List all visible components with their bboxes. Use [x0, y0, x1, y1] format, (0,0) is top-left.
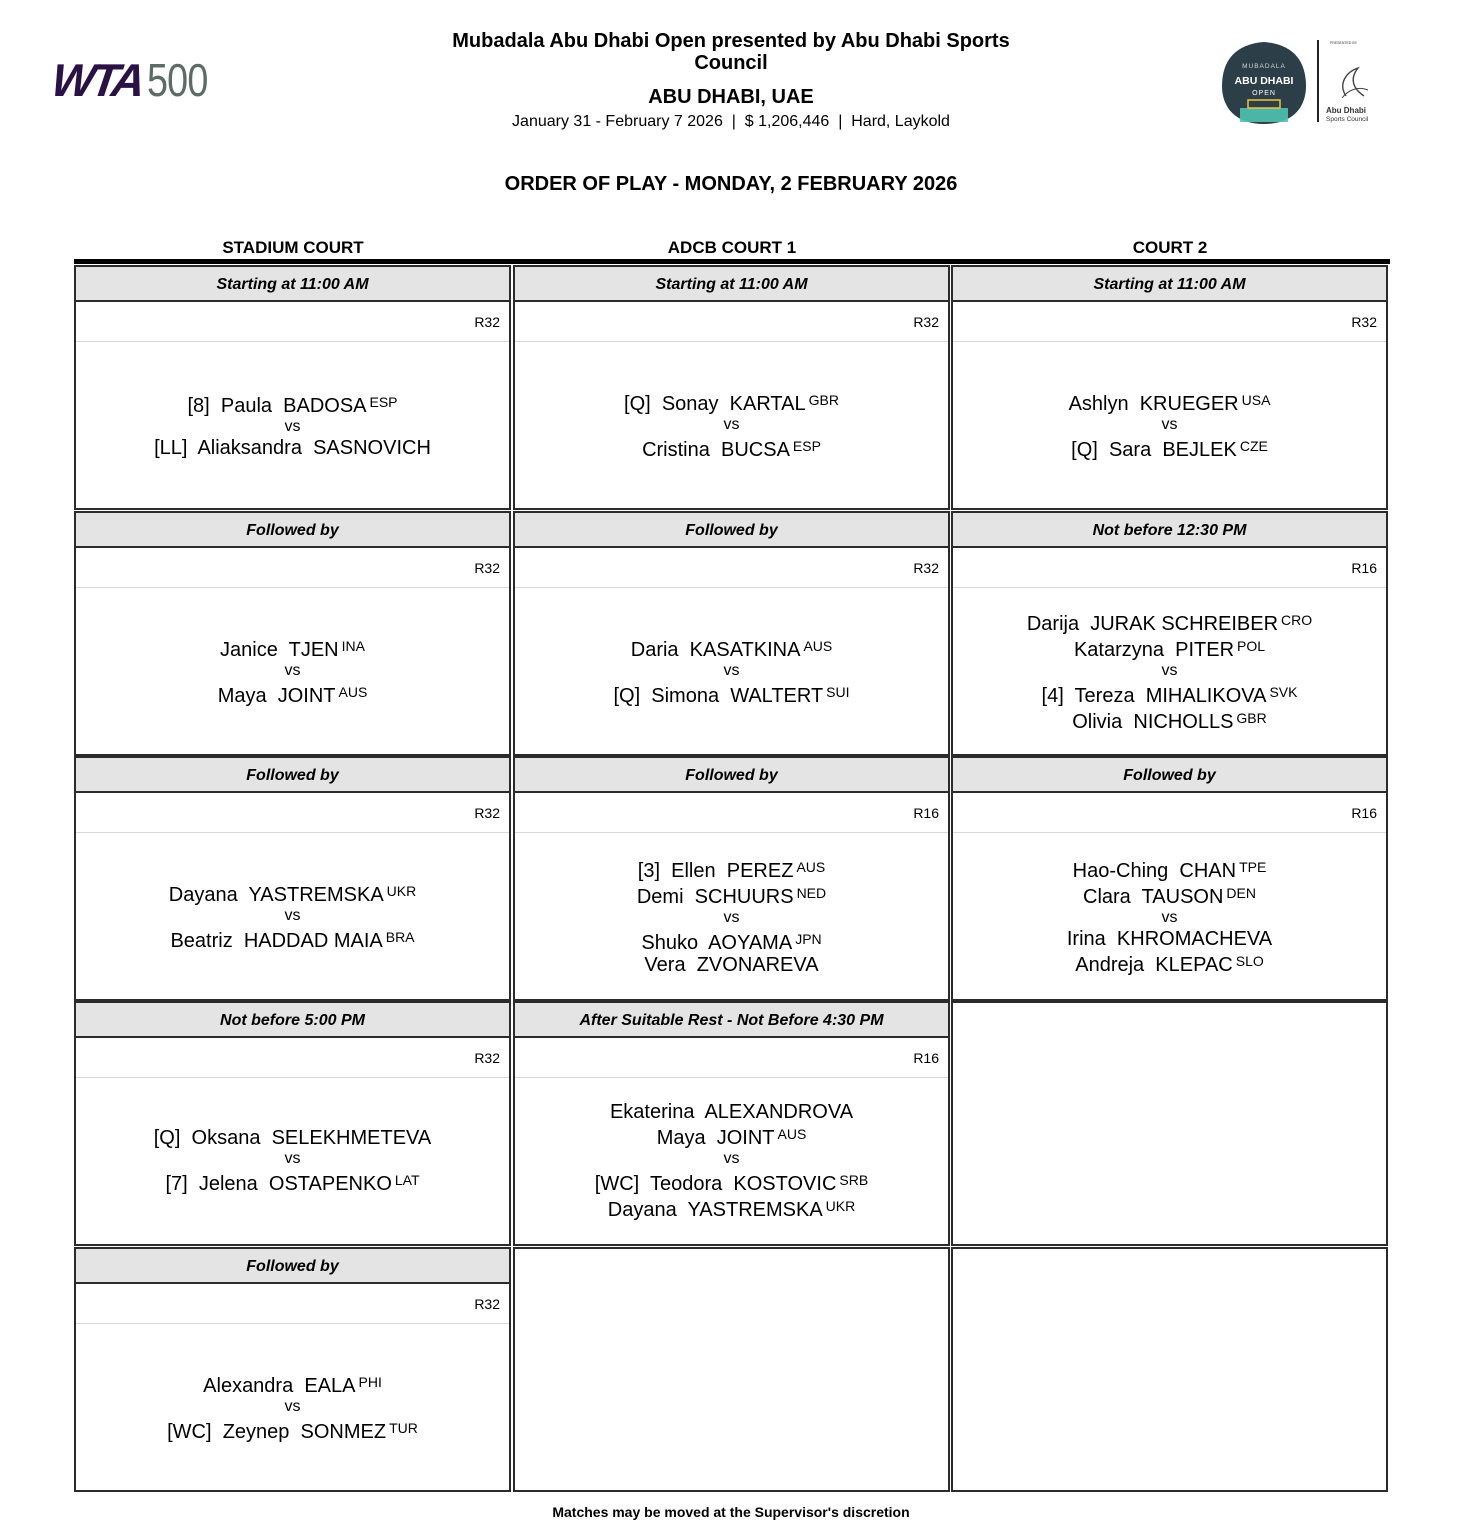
player-country: AUS	[796, 859, 826, 875]
player-country: LAT	[394, 1172, 420, 1188]
logo-text-sponsor-1: Abu Dhabi	[1326, 106, 1366, 115]
player-name	[1027, 609, 1312, 635]
player-name	[638, 856, 825, 882]
player-last-name: BUCSA	[721, 439, 790, 461]
player-first-name: Dayana	[607, 1199, 677, 1221]
player-last-name: KARTAL	[729, 393, 806, 415]
player-first-name: Demi	[636, 886, 684, 908]
player-first-name: Beatriz	[170, 930, 233, 952]
match-players	[76, 833, 509, 999]
player-first-name: Aliaksandra	[197, 437, 302, 459]
player-last-name: KOSTOVIC	[733, 1173, 837, 1195]
player-name	[169, 880, 416, 906]
start-time: Followed by	[953, 758, 1386, 793]
player-name	[637, 882, 826, 908]
versus-label: vs	[723, 1150, 740, 1167]
player-last-name: TAUSON	[1141, 886, 1224, 908]
match-slot	[74, 1001, 511, 1246]
player-name	[167, 1417, 418, 1443]
player-seed: [Q]	[153, 1127, 181, 1149]
player-seed: [3]	[637, 860, 661, 882]
round-label: R32	[515, 548, 948, 588]
player-country: PHI	[358, 1374, 382, 1390]
start-time: Starting at 11:00 AM	[515, 267, 948, 302]
player-first-name: Vera	[644, 954, 686, 976]
player-last-name: BEJLEK	[1162, 439, 1237, 461]
versus-label: vs	[284, 1150, 301, 1167]
versus-label: vs	[723, 909, 740, 926]
player-country: DEN	[1226, 885, 1256, 901]
player-country: AUS	[338, 684, 368, 700]
logo-text-open: OPEN	[1252, 90, 1276, 97]
player-last-name: AOYAMA	[708, 932, 793, 954]
player-country: JPN	[795, 931, 822, 947]
player-name	[610, 1101, 853, 1123]
match-players	[515, 1078, 948, 1244]
player-country: BRA	[385, 929, 415, 945]
player-first-name: Dayana	[168, 884, 238, 906]
player-name	[1042, 681, 1298, 707]
player-country: GBR	[1236, 710, 1267, 726]
round-label: R16	[515, 1038, 948, 1078]
start-time: Starting at 11:00 AM	[953, 267, 1386, 302]
versus-label: vs	[1161, 662, 1178, 679]
start-time: Followed by	[76, 513, 509, 548]
versus-label: vs	[1161, 416, 1178, 433]
player-first-name: Hao-Ching	[1072, 860, 1169, 882]
player-name	[1067, 928, 1272, 950]
player-country: CZE	[1239, 438, 1268, 454]
wta-logo-text: WTA	[48, 54, 145, 106]
player-name	[642, 435, 821, 461]
player-name	[641, 928, 821, 954]
player-last-name: NICHOLLS	[1133, 711, 1234, 733]
player-first-name: Janice	[220, 639, 278, 661]
match-slot	[951, 511, 1388, 756]
player-last-name: KLEPAC	[1155, 954, 1233, 976]
player-first-name: Maya	[656, 1127, 706, 1149]
player-country: ESP	[792, 438, 821, 454]
round-label: R32	[76, 1038, 509, 1078]
match-slot	[513, 511, 950, 756]
player-first-name: Alexandra	[203, 1375, 294, 1397]
player-name	[613, 681, 849, 707]
player-last-name: HADDAD MAIA	[243, 930, 383, 952]
player-last-name: SONMEZ	[300, 1421, 387, 1443]
player-last-name: WALTERT	[730, 685, 824, 707]
player-country: USA	[1241, 392, 1271, 408]
match-slot	[951, 756, 1388, 1001]
player-last-name: EALA	[304, 1375, 356, 1397]
player-country: ESP	[369, 394, 398, 410]
match-players	[76, 1324, 509, 1490]
player-last-name: TJEN	[288, 639, 339, 661]
match-players	[953, 588, 1386, 754]
player-first-name: Katarzyna	[1073, 639, 1164, 661]
start-time: Not before 12:30 PM	[953, 513, 1386, 548]
player-country: TPE	[1239, 859, 1267, 875]
player-last-name: SELEKHMETEVA	[271, 1127, 432, 1149]
match-slot	[513, 265, 950, 510]
player-first-name: Olivia	[1072, 711, 1123, 733]
player-name	[203, 1371, 382, 1397]
player-name	[1074, 635, 1265, 661]
player-name	[187, 391, 397, 417]
tournament-info: January 31 - February 7 2026 | $ 1,206,446 | Hard, Laykold	[512, 113, 950, 130]
player-seed: [WC]	[167, 1421, 212, 1443]
player-last-name: ZVONAREVA	[696, 954, 819, 976]
player-first-name: Ellen	[671, 860, 716, 882]
player-last-name: OSTAPENKO	[268, 1173, 392, 1195]
tournament-logo	[1218, 38, 1378, 128]
header-divider	[74, 259, 1390, 264]
start-time: Followed by	[515, 513, 948, 548]
player-country: UKR	[825, 1198, 856, 1214]
player-name	[1072, 707, 1267, 733]
court-header-court-2: COURT 2	[1132, 238, 1208, 257]
player-last-name: KHROMACHEVA	[1116, 928, 1273, 950]
tier-logo-text: 500	[147, 54, 208, 106]
player-last-name: YASTREMSKA	[687, 1199, 823, 1221]
player-first-name: Zeynep	[222, 1421, 290, 1443]
round-label: R32	[76, 793, 509, 833]
player-last-name: SASNOVICH	[313, 437, 431, 459]
player-country: CRO	[1281, 612, 1313, 628]
player-name	[608, 1195, 855, 1221]
footer-note: Matches may be moved at the Supervisor's discretion	[552, 1504, 910, 1520]
round-label: R16	[953, 793, 1386, 833]
round-label: R32	[515, 302, 948, 342]
round-label: R32	[76, 548, 509, 588]
player-name	[631, 635, 833, 661]
round-label: R16	[515, 793, 948, 833]
player-first-name: Tereza	[1074, 685, 1135, 707]
player-first-name: Sonay	[661, 393, 719, 415]
player-last-name: KRUEGER	[1139, 393, 1239, 415]
player-last-name: JURAK SCHREIBER	[1090, 613, 1279, 635]
versus-label: vs	[723, 662, 740, 679]
player-seed: [Q]	[613, 685, 641, 707]
player-first-name: Ashlyn	[1068, 393, 1129, 415]
player-country: INA	[341, 638, 365, 654]
match-players	[515, 588, 948, 754]
player-country: NED	[796, 885, 827, 901]
tournament-city: ABU DHABI, UAE	[648, 86, 814, 108]
player-name	[1071, 435, 1268, 461]
player-seed: [LL]	[154, 437, 188, 459]
logo-text-presented-by: PRESENTED BY	[1330, 41, 1358, 45]
player-last-name: BADOSA	[283, 395, 367, 417]
player-last-name: JOINT	[716, 1127, 775, 1149]
start-time: Followed by	[515, 758, 948, 793]
player-first-name: Simona	[651, 685, 720, 707]
start-time: After Suitable Rest - Not Before 4:30 PM	[515, 1003, 948, 1038]
player-first-name: Sara	[1108, 439, 1152, 461]
round-label: R16	[953, 548, 1386, 588]
player-seed: [8]	[187, 395, 210, 417]
player-last-name: PITER	[1175, 639, 1235, 661]
player-seed: [Q]	[1071, 439, 1098, 461]
player-name	[595, 1169, 868, 1195]
player-last-name: SCHUURS	[694, 886, 794, 908]
start-time: Followed by	[76, 758, 509, 793]
player-last-name: MIHALIKOVA	[1145, 685, 1267, 707]
versus-label: vs	[284, 1398, 301, 1415]
match-slot	[513, 1001, 950, 1246]
player-name	[218, 681, 368, 707]
order-of-play-title: ORDER OF PLAY - MONDAY, 2 FEBRUARY 2026	[504, 173, 958, 195]
player-country: AUS	[803, 638, 833, 654]
match-players	[76, 588, 509, 754]
versus-label: vs	[284, 907, 301, 924]
logo-text-mubadala: MUBADALA	[1242, 63, 1286, 70]
player-country: AUS	[777, 1126, 807, 1142]
player-first-name: Irina	[1066, 928, 1106, 950]
player-name	[165, 1169, 419, 1195]
match-slot	[74, 511, 511, 756]
player-first-name: Ekaterina	[609, 1101, 695, 1123]
start-time: Not before 5:00 PM	[76, 1003, 509, 1038]
player-name	[1073, 856, 1267, 882]
empty-slot	[513, 1247, 950, 1492]
player-last-name: CHAN	[1179, 860, 1237, 882]
player-last-name: ALEXANDROVA	[704, 1101, 854, 1123]
player-name	[220, 635, 365, 661]
player-country: SUI	[826, 684, 850, 700]
empty-slot	[951, 1001, 1388, 1246]
match-players	[515, 342, 948, 508]
player-country: TUR	[389, 1420, 418, 1436]
player-name	[644, 954, 818, 976]
player-last-name: PEREZ	[726, 860, 794, 882]
player-seed: [WC]	[594, 1173, 640, 1195]
player-name	[1083, 882, 1256, 908]
match-slot	[74, 756, 511, 1001]
player-first-name: Darija	[1026, 613, 1080, 635]
match-slot	[951, 265, 1388, 510]
start-time: Followed by	[76, 1249, 509, 1284]
match-slot	[513, 756, 950, 1001]
wta-500-logo	[48, 54, 221, 106]
player-first-name: Andreja	[1075, 954, 1145, 976]
player-name	[657, 1123, 807, 1149]
tournament-title: Mubadala Abu Dhabi Open presented by Abu Dhabi Sports Council	[452, 30, 1010, 74]
round-label: R32	[953, 302, 1386, 342]
player-name	[1075, 950, 1264, 976]
player-first-name: Maya	[217, 685, 267, 707]
player-first-name: Clara	[1083, 886, 1131, 908]
match-slot	[74, 265, 511, 510]
player-first-name: Shuko	[641, 932, 699, 954]
player-first-name: Oksana	[191, 1127, 261, 1149]
player-first-name: Jelena	[198, 1173, 258, 1195]
match-players	[953, 342, 1386, 508]
player-first-name: Daria	[630, 639, 679, 661]
player-first-name: Teodora	[650, 1173, 723, 1195]
match-players	[76, 342, 509, 508]
player-name	[154, 1127, 432, 1149]
player-country: UKR	[386, 883, 417, 899]
player-country: SRB	[839, 1172, 869, 1188]
player-last-name: KASATKINA	[689, 639, 801, 661]
player-name	[154, 437, 431, 459]
match-slot	[74, 1247, 511, 1492]
logo-text-abu-dhabi: ABU DHABI	[1234, 75, 1294, 87]
versus-label: vs	[284, 418, 301, 435]
player-name	[624, 389, 839, 415]
round-label: R32	[76, 302, 509, 342]
player-country: SVK	[1269, 684, 1298, 700]
match-players	[76, 1078, 509, 1244]
round-label: R32	[76, 1284, 509, 1324]
match-players	[515, 833, 948, 999]
player-seed: [Q]	[624, 393, 651, 415]
player-seed: [4]	[1041, 685, 1064, 707]
player-country: POL	[1237, 638, 1266, 654]
logo-text-sponsor-2: Sports Council	[1326, 116, 1369, 123]
match-players	[953, 833, 1386, 999]
versus-label: vs	[723, 416, 740, 433]
player-last-name: JOINT	[277, 685, 336, 707]
player-last-name: YASTREMSKA	[248, 884, 384, 906]
player-seed: [7]	[165, 1173, 188, 1195]
court-header-adcb-court-1: ADCB COURT 1	[667, 238, 797, 257]
start-time: Starting at 11:00 AM	[76, 267, 509, 302]
player-name	[170, 926, 414, 952]
versus-label: vs	[284, 662, 301, 679]
player-country: GBR	[808, 392, 839, 408]
player-name	[1069, 389, 1271, 415]
court-header-stadium: STADIUM COURT	[222, 238, 364, 257]
empty-slot	[951, 1247, 1388, 1492]
versus-label: vs	[1161, 909, 1178, 926]
player-first-name: Paula	[220, 395, 273, 417]
player-country: SLO	[1235, 953, 1264, 969]
player-first-name: Cristina	[642, 439, 710, 461]
